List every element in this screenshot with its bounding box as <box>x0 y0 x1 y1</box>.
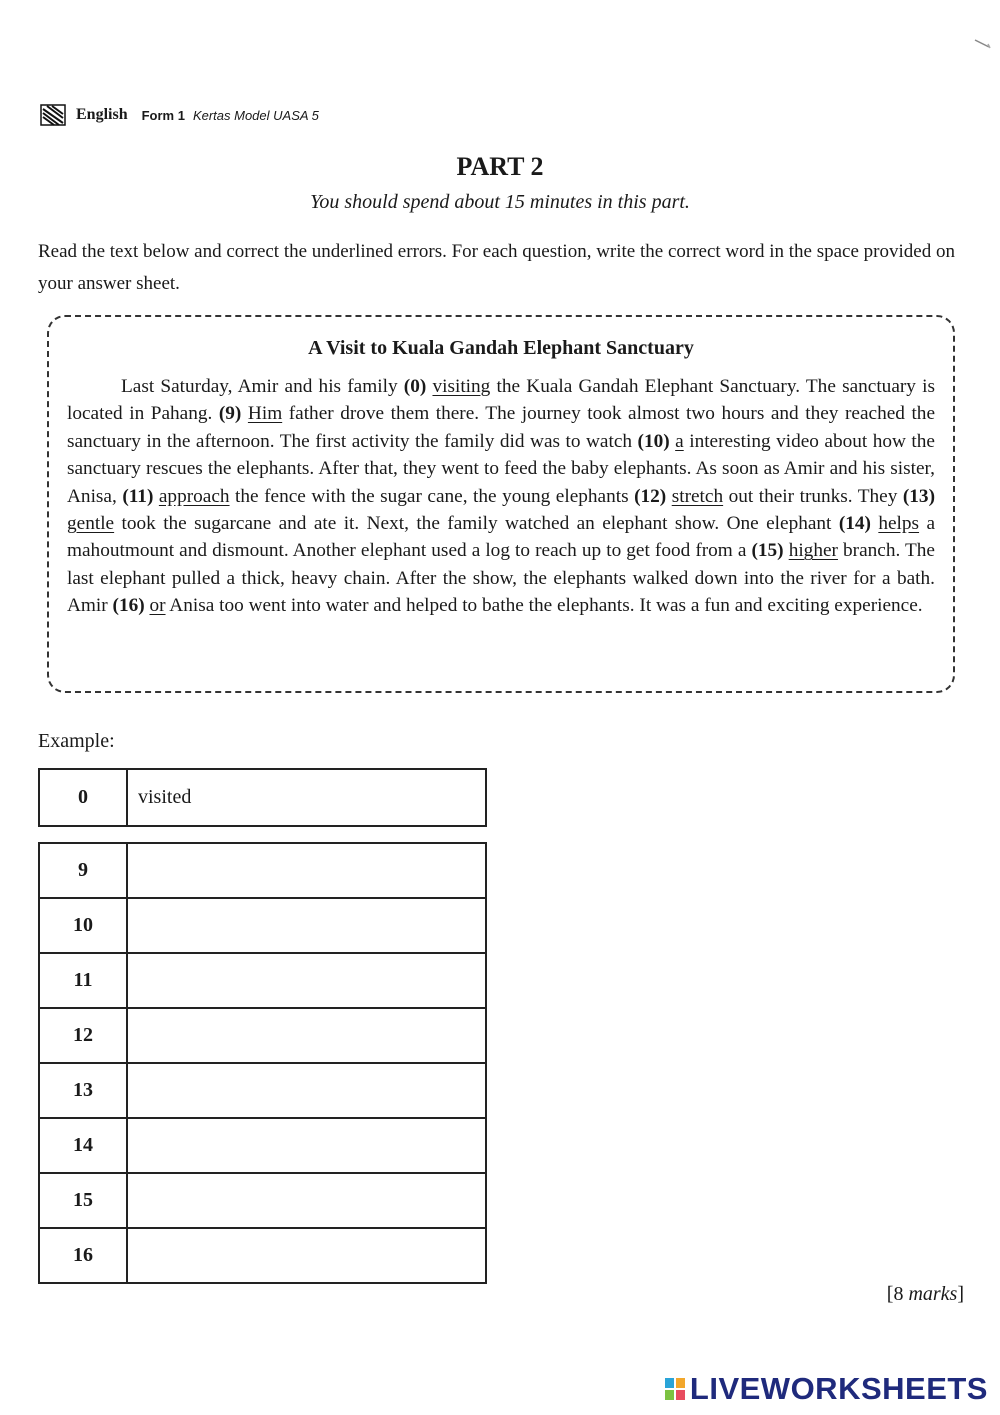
underlined-error: higher <box>788 540 838 562</box>
liveworksheets-logo-icon <box>664 1377 686 1401</box>
answer-number: 9 <box>39 843 127 898</box>
question-number: (0) <box>403 376 427 397</box>
publisher-logo-icon <box>40 103 66 127</box>
passage-segment: the Kuala Gandah Elephant Sanctuary. The sanctuary is located in Pahang. <box>67 376 935 425</box>
question-number: (15) <box>751 540 784 562</box>
passage-text <box>67 373 935 620</box>
underlined-error: stretch <box>671 485 724 507</box>
question-number: (14) <box>838 513 871 535</box>
answer-number: 15 <box>39 1173 127 1228</box>
marks-note: [8 marks] <box>886 1283 964 1305</box>
corner-mark-icon <box>974 38 992 50</box>
answer-field[interactable] <box>127 1173 486 1228</box>
example-number: 0 <box>39 769 127 826</box>
document-header <box>40 102 319 128</box>
answer-number: 12 <box>39 1008 127 1063</box>
answer-number: 13 <box>39 1063 127 1118</box>
answer-row <box>39 1173 486 1228</box>
passage-segment: Anisa too went into water and helped to bathe the elephants. It was a fun and exciting experience. <box>165 595 923 617</box>
underlined-error: or <box>149 595 166 617</box>
passage-segment: father drove them there. The journey took almost two hours and they reached the sanctuary in the afternoon. The first activity the family did was to watch <box>67 403 935 452</box>
answer-row <box>39 898 486 953</box>
underlined-error: a <box>675 430 684 452</box>
instructions: Read the text below and correct the underlined errors. For each question, write the correct word in the space provided on your answer sheet. <box>38 241 955 294</box>
passage-segment: interesting video about how the sanctuary rescues the elephants. After that, they went to feed the baby elephants. As soon as Amir and his sister, Anisa, <box>67 430 935 507</box>
passage-segment: branch. The last elephant pulled a thick, heavy chain. After the show, the elephants walked down into the river for a bath. Amir <box>67 540 935 617</box>
question-number: (13) <box>902 485 935 507</box>
subject-label: English <box>76 106 128 123</box>
answer-number: 14 <box>39 1118 127 1173</box>
form-label: Form 1 <box>141 107 185 123</box>
underlined-error: helps <box>878 513 920 535</box>
passage-segment: the fence with the sugar cane, the young elephants <box>229 485 635 507</box>
example-table <box>38 768 487 827</box>
example-row <box>39 769 486 826</box>
example-answer: visited <box>127 769 486 826</box>
example-label: Example: <box>38 730 115 752</box>
part-title: PART 2 <box>456 152 544 181</box>
question-number: (9) <box>218 403 242 425</box>
passage-segment: out their trunks. They <box>723 485 903 507</box>
passage-segment: took the sugarcane and ate it. Next, the family watched an elephant show. One elephant <box>114 513 839 535</box>
answer-field[interactable] <box>127 1118 486 1173</box>
time-note: You should spend about 15 minutes in this part. <box>310 191 690 213</box>
answer-row <box>39 1063 486 1118</box>
passage-box <box>47 315 955 693</box>
answer-field[interactable] <box>127 1228 486 1283</box>
answer-row <box>39 1008 486 1063</box>
answer-field[interactable] <box>127 898 486 953</box>
liveworksheets-brand: LIVEWORKSHEETS <box>689 1371 988 1406</box>
underlined-error: gentle <box>67 513 115 535</box>
underlined-error: visiting <box>432 376 491 397</box>
answer-field[interactable] <box>127 1063 486 1118</box>
question-number: (11) <box>122 485 154 507</box>
answer-field[interactable] <box>127 1008 486 1063</box>
paper-label: Kertas Model UASA 5 <box>192 107 319 123</box>
answer-row <box>39 953 486 1008</box>
question-number: (10) <box>637 430 670 452</box>
passage-title: A Visit to Kuala Gandah Elephant Sanctuary <box>308 337 694 359</box>
underlined-error: Him <box>247 403 283 425</box>
answer-row <box>39 843 486 898</box>
question-number: (16) <box>112 595 145 617</box>
marks-unit: marks <box>908 1283 958 1305</box>
answer-number: 11 <box>39 953 127 1008</box>
answer-row <box>39 1118 486 1173</box>
passage-segment: Last Saturday, Amir and his family <box>121 376 404 397</box>
answer-field[interactable] <box>127 953 486 1008</box>
answer-field[interactable] <box>127 843 486 898</box>
passage-segment: a mahoutmount and dismount. Another elephant used a log to reach up to get food from a <box>67 513 935 562</box>
answer-number: 16 <box>39 1228 127 1283</box>
answer-row <box>39 1228 486 1283</box>
question-number: (12) <box>634 485 667 507</box>
marks-value: 8 <box>893 1283 904 1305</box>
underlined-error: approach <box>158 485 230 507</box>
answer-table <box>38 842 487 1284</box>
liveworksheets-logo[interactable] <box>664 1371 988 1407</box>
answer-number: 10 <box>39 898 127 953</box>
